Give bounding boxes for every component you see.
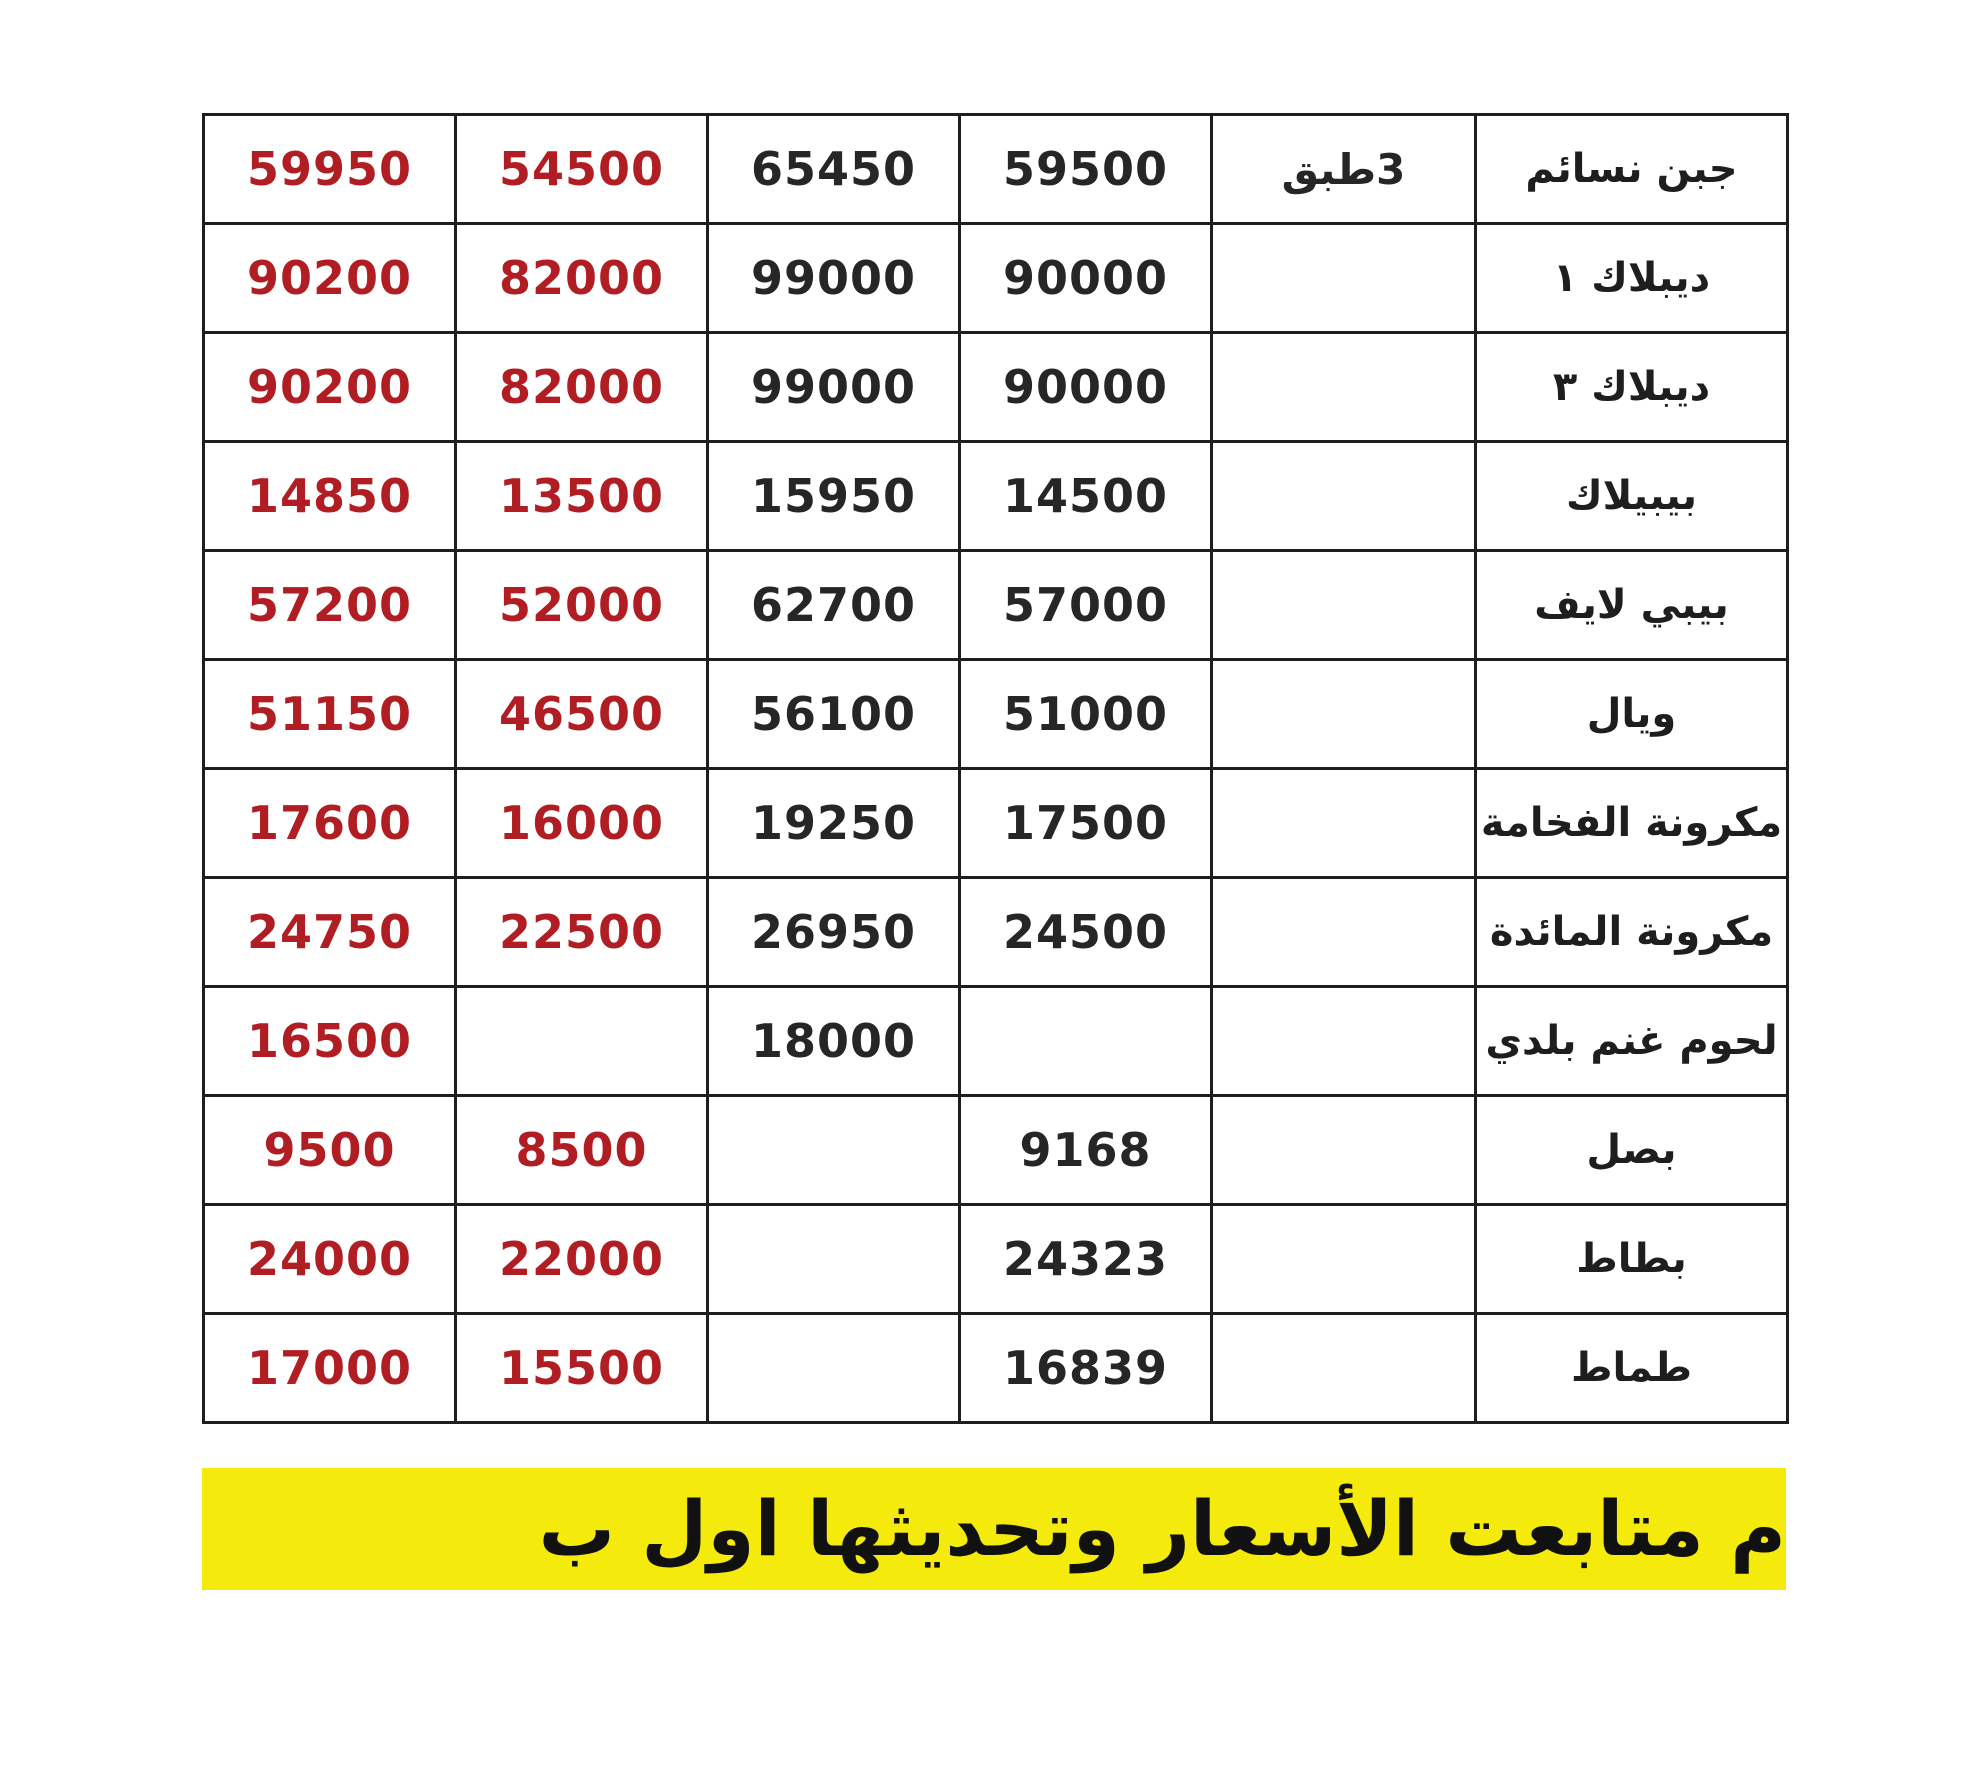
price-cell-c4: 24000 (204, 1205, 456, 1314)
price-cell-c3: 46500 (456, 660, 708, 769)
price-cell-c3 (456, 987, 708, 1096)
price-cell-c3: 22500 (456, 878, 708, 987)
price-cell-c3: 16000 (456, 769, 708, 878)
price-cell-c1: 24500 (960, 878, 1212, 987)
product-name-cell: لحوم غنم بلدي (1476, 987, 1788, 1096)
table-row (204, 987, 1788, 1096)
unit-cell: 3طبق (1212, 115, 1476, 224)
unit-cell (1212, 551, 1476, 660)
price-cell-c1 (960, 987, 1212, 1096)
price-table (202, 113, 1789, 1424)
price-cell-c1: 90000 (960, 333, 1212, 442)
product-name-cell: بيبي لايف (1476, 551, 1788, 660)
price-cell-c1: 51000 (960, 660, 1212, 769)
price-cell-c2: 62700 (708, 551, 960, 660)
table-row (204, 1096, 1788, 1205)
unit-cell (1212, 660, 1476, 769)
price-cell-c3: 13500 (456, 442, 708, 551)
price-cell-c2: 15950 (708, 442, 960, 551)
product-name-cell: جبن نسائم (1476, 115, 1788, 224)
price-cell-c2: 18000 (708, 987, 960, 1096)
price-cell-c1: 16839 (960, 1314, 1212, 1423)
table-row (204, 1314, 1788, 1423)
product-name-cell: ويال (1476, 660, 1788, 769)
table-row (204, 551, 1788, 660)
price-cell-c1: 14500 (960, 442, 1212, 551)
price-cell-c4: 17000 (204, 1314, 456, 1423)
price-cell-c4: 9500 (204, 1096, 456, 1205)
product-name-cell: مكرونة المائدة (1476, 878, 1788, 987)
price-cell-c2: 99000 (708, 224, 960, 333)
price-cell-c3: 15500 (456, 1314, 708, 1423)
product-name-cell: ديبلاك ١ (1476, 224, 1788, 333)
unit-cell (1212, 1096, 1476, 1205)
price-cell-c2 (708, 1096, 960, 1205)
price-cell-c4: 90200 (204, 224, 456, 333)
price-cell-c2 (708, 1205, 960, 1314)
price-cell-c1: 24323 (960, 1205, 1212, 1314)
table-row (204, 115, 1788, 224)
price-cell-c1: 17500 (960, 769, 1212, 878)
product-name-cell: بيبيلاك (1476, 442, 1788, 551)
table-row (204, 224, 1788, 333)
price-cell-c3: 82000 (456, 224, 708, 333)
product-name-cell: بطاط (1476, 1205, 1788, 1314)
price-cell-c2: 56100 (708, 660, 960, 769)
table-row (204, 769, 1788, 878)
price-cell-c2: 65450 (708, 115, 960, 224)
banner-text: م متابعت الأسعار وتحديثها اول ب (538, 1484, 1786, 1573)
price-cell-c2: 19250 (708, 769, 960, 878)
product-name-cell: مكرونة الفخامة (1476, 769, 1788, 878)
price-cell-c2 (708, 1314, 960, 1423)
price-cell-c4: 16500 (204, 987, 456, 1096)
price-cell-c1: 59500 (960, 115, 1212, 224)
unit-cell (1212, 1314, 1476, 1423)
unit-cell (1212, 333, 1476, 442)
price-cell-c4: 57200 (204, 551, 456, 660)
unit-cell (1212, 442, 1476, 551)
product-name-cell: طماط (1476, 1314, 1788, 1423)
price-cell-c3: 82000 (456, 333, 708, 442)
table-row (204, 333, 1788, 442)
price-cell-c1: 57000 (960, 551, 1212, 660)
price-cell-c2: 26950 (708, 878, 960, 987)
price-cell-c3: 8500 (456, 1096, 708, 1205)
table-row (204, 878, 1788, 987)
price-cell-c3: 52000 (456, 551, 708, 660)
update-banner (202, 1468, 1786, 1590)
price-cell-c4: 17600 (204, 769, 456, 878)
price-cell-c4: 14850 (204, 442, 456, 551)
price-cell-c1: 90000 (960, 224, 1212, 333)
unit-cell (1212, 878, 1476, 987)
price-cell-c4: 90200 (204, 333, 456, 442)
table-row (204, 1205, 1788, 1314)
price-sheet (202, 113, 1786, 1424)
table-row (204, 442, 1788, 551)
price-cell-c3: 22000 (456, 1205, 708, 1314)
product-name-cell: ديبلاك ٣ (1476, 333, 1788, 442)
table-row (204, 660, 1788, 769)
unit-cell (1212, 224, 1476, 333)
price-cell-c4: 59950 (204, 115, 456, 224)
price-table-body (204, 115, 1788, 1423)
price-cell-c3: 54500 (456, 115, 708, 224)
price-cell-c1: 9168 (960, 1096, 1212, 1205)
price-cell-c4: 51150 (204, 660, 456, 769)
unit-cell (1212, 987, 1476, 1096)
price-cell-c2: 99000 (708, 333, 960, 442)
price-cell-c4: 24750 (204, 878, 456, 987)
product-name-cell: بصل (1476, 1096, 1788, 1205)
unit-cell (1212, 1205, 1476, 1314)
unit-cell (1212, 769, 1476, 878)
